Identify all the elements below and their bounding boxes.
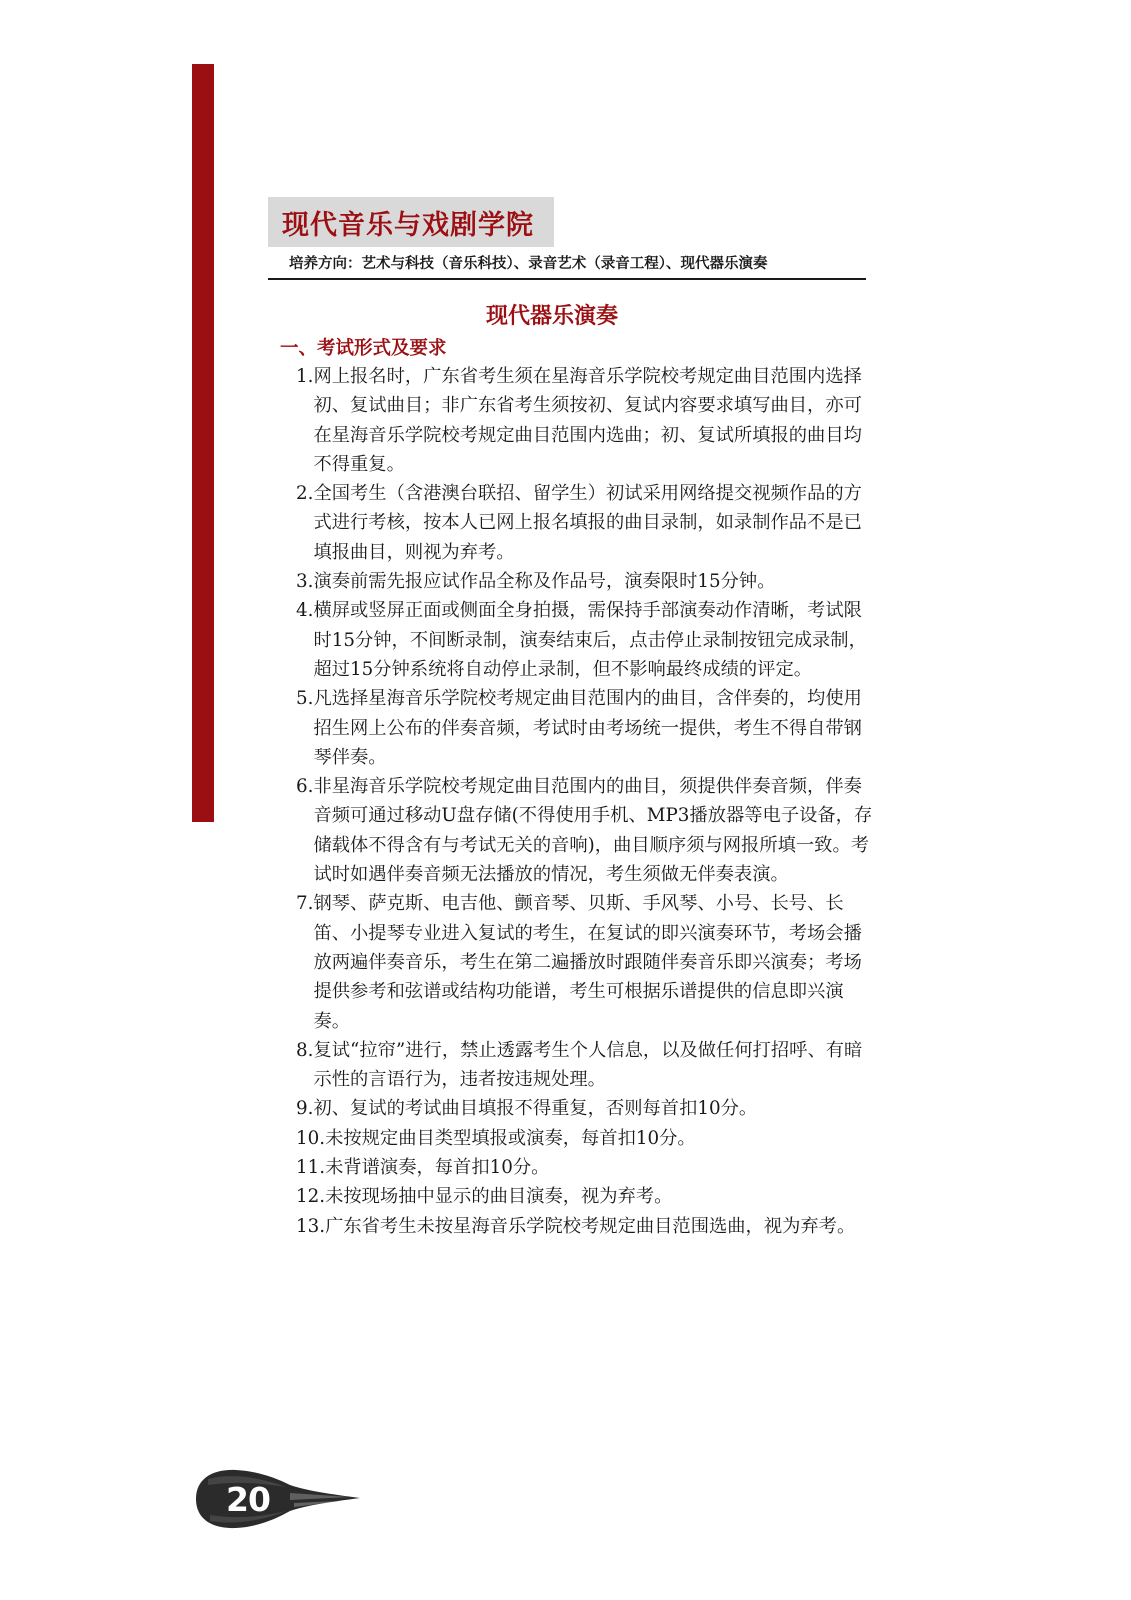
requirement-text: 未按现场抽中显示的曲目演奏，视为弃考。 [325,1186,673,1208]
requirement-number: 3. [296,571,314,593]
requirement-text: 广东省考生未按星海音乐学院校考规定曲目范围选曲，视为弃考。 [325,1215,856,1237]
requirement-text: 非星海音乐学院校考规定曲目范围内的曲目，须提供伴奏音频，伴奏音频可通过移动U盘存储(不得使用手机、MP3播放器等电子设备，存储载体不得含有与考试无关的音响)，曲目顺序须与网报所填一致。考试时如遇伴奏音频无法播放的情况，考生须做无伴奏表演。 [313,776,873,886]
requirement-text: 演奏前需先报应试作品全称及作品号，演奏限时15分钟。 [313,571,776,593]
requirement-item [296,1153,874,1182]
page-number: 20 [226,1480,270,1519]
header-divider [268,278,866,280]
training-directions: 培养方向：艺术与科技（音乐科技）、录音艺术（录音工程）、现代器乐演奏 [289,255,768,272]
requirements-list [296,362,874,1241]
requirement-item [296,596,874,684]
college-title-box [268,197,554,247]
requirement-item [296,1182,874,1211]
requirement-item [296,684,874,772]
requirement-number: 9. [296,1098,314,1120]
requirement-item [296,479,874,567]
requirement-text: 全国考生（含港澳台联招、留学生）初试采用网络提交视频作品的方式进行考核，按本人已网上报名填报的曲目录制，如录制作品不是已填报曲目，则视为弃考。 [313,483,862,563]
requirement-text: 未按规定曲目类型填报或演奏，每首扣10分。 [325,1127,696,1149]
requirement-number: 6. [296,776,314,798]
requirement-item [296,362,874,479]
requirement-number: 4. [296,600,314,622]
requirement-item [296,567,874,596]
requirement-item [296,1124,874,1153]
exam-format-heading: 一、考试形式及要求 [280,338,447,359]
requirement-number: 12. [296,1186,326,1208]
requirement-item [296,772,874,889]
requirement-number: 13. [296,1215,326,1237]
requirement-number: 10. [296,1127,326,1149]
requirement-text: 凡选择星海音乐学院校考规定曲目范围内的曲目，含伴奏的，均使用招生网上公布的伴奏音频，考试时由考场统一提供，考生不得自带钢琴伴奏。 [313,688,862,768]
section-title: 现代器乐演奏 [486,303,619,329]
requirement-text: 复试“拉帘”进行，禁止透露考生个人信息，以及做任何打招呼、有暗示性的言语行为，违者按违规处理。 [313,1039,863,1091]
college-title: 现代音乐与戏剧学院 [282,209,534,241]
requirement-number: 5. [296,688,314,710]
requirement-text: 初、复试的考试曲目填报不得重复，否则每首扣10分。 [313,1098,758,1120]
requirement-text: 未背谱演奏，每首扣10分。 [325,1157,550,1179]
requirement-text: 钢琴、萨克斯、电吉他、颤音琴、贝斯、手风琴、小号、长号、长笛、小提琴专业进入复试的考生，在复试的即兴演奏环节，考场会播放两遍伴奏音乐，考生在第二遍播放时跟随伴奏音乐即兴演奏；考场提供参考和弦谱或结构功能谱，考生可根据乐谱提供的信息即兴演奏。 [313,893,862,1032]
requirement-text: 网上报名时，广东省考生须在星海音乐学院校考规定曲目范围内选择初、复试曲目；非广东省考生须按初、复试内容要求填写曲目，亦可在星海音乐学院校考规定曲目范围内选曲；初、复试所填报的曲目均不得重复。 [313,366,862,475]
ink-brush-page-badge [190,1465,362,1533]
requirement-number: 8. [296,1039,314,1061]
requirement-number: 1. [296,366,314,387]
requirement-text: 横屏或竖屏正面或侧面全身拍摄，需保持手部演奏动作清晰，考试限时15分钟，不间断录制，演奏结束后，点击停止录制按钮完成录制，超过15分钟系统将自动停止录制，但不影响最终成绩的评定。 [313,600,867,680]
requirement-item [296,1036,874,1095]
requirement-number: 11. [296,1157,326,1179]
requirement-item [296,1212,874,1241]
requirement-number: 2. [296,483,314,505]
requirement-number: 7. [296,893,314,915]
decorative-red-bar [192,64,214,822]
requirement-item [296,1094,874,1123]
requirement-item [296,889,874,1035]
